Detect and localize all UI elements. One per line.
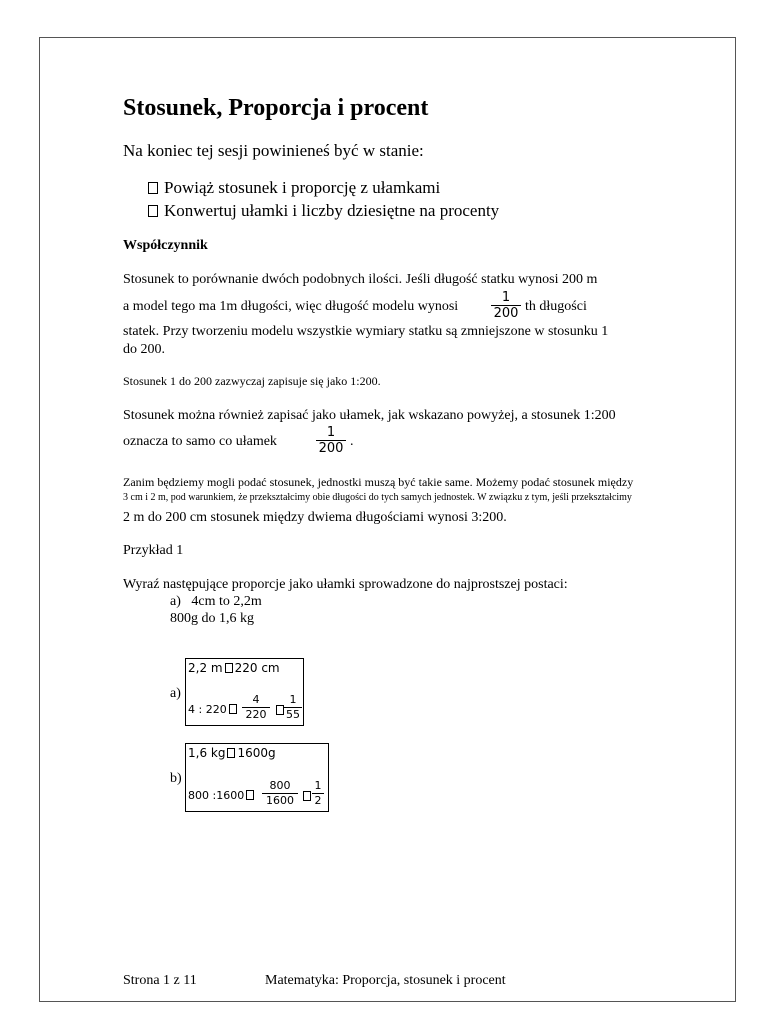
footer-page-number: Strona 1 z 11 (123, 973, 197, 988)
footer-subject: Matematyka: Proporcja, stosunek i procent (265, 973, 506, 988)
fraction-denominator: 200 (316, 440, 346, 456)
fraction (262, 779, 298, 808)
solution-a-box (185, 658, 304, 726)
paragraph-end: . (350, 434, 354, 449)
paragraph-line: oznacza to samo co ułamek (123, 434, 277, 449)
fraction (312, 779, 324, 808)
solution-b-ratio: 800 :1600 (188, 789, 245, 802)
equals-placeholder-icon (229, 704, 237, 714)
paragraph-line: Stosunek to porównanie dwóch podobnych ilości. Jeśli długość statku wynosi 200 m (123, 272, 598, 287)
paragraph-line: 2 m do 200 cm stosunek między dwiema długościami wynosi 3:200. (123, 510, 507, 525)
paragraph-line: do 200. (123, 342, 165, 357)
example-item-a (170, 594, 262, 610)
fraction-denominator: 1600 (262, 793, 298, 808)
fraction (491, 290, 521, 321)
objective-text: Konwertuj ułamki i liczby dziesiętne na procenty (164, 201, 500, 220)
intro-text: Na koniec tej sesji powinieneś być w stanie: (123, 141, 424, 160)
paragraph-line: Stosunek 1 do 200 zazwyczaj zapisuje się jako 1:200. (123, 374, 381, 388)
solution-b-box (185, 743, 329, 812)
example-item-a-text: 4cm to 2,2m (191, 594, 262, 609)
paragraph-line: statek. Przy tworzeniu modelu wszystkie wymiary statku są zmniejszone w stosunku 1 (123, 324, 609, 339)
page-title: Stosunek, Proporcja i procent (123, 95, 429, 121)
objective-text: Powiąż stosunek i proporcję z ułamkami (164, 178, 441, 197)
fraction-numerator: 1 (289, 693, 297, 706)
section-heading: Współczynnik (123, 238, 208, 253)
fraction-numerator: 1 (326, 425, 336, 440)
fraction-denominator: 2 (312, 793, 324, 808)
equals-placeholder-icon (227, 748, 235, 758)
fraction-numerator: 800 (269, 779, 291, 792)
solution-a-ratio: 4 : 220 (188, 703, 227, 716)
example-instruction: Wyraź następujące proporcje jako ułamki sprowadzone do najprostszej postaci: (123, 577, 568, 592)
fraction-denominator: 220 (242, 707, 270, 722)
solution-a-line2 (188, 703, 239, 716)
solution-a-line1-left: 2,2 m (188, 661, 223, 675)
solution-a-line1-right: 220 cm (234, 661, 280, 675)
checkbox-placeholder-icon (148, 182, 158, 194)
solution-b-line2 (188, 789, 256, 802)
paragraph-line: th długości (525, 299, 587, 314)
checkbox-placeholder-icon (148, 205, 158, 217)
paragraph-line: 3 cm i 2 m, pod warunkiem, że przekształcimy obie długości do tych samych jednostek. W związku z tym, jeśli przekształcimy (123, 492, 632, 503)
paragraph-line: Zanim będziemy mogli podać stosunek, jednostki muszą być takie same. Możemy podać stosunek między (123, 475, 634, 489)
fraction-denominator: 55 (286, 708, 300, 721)
fraction-denominator: 200 (491, 305, 521, 321)
fraction (316, 425, 346, 456)
solution-b-label: b) (170, 771, 182, 786)
solution-a-label: a) (170, 686, 181, 701)
fraction-numerator: 1 (314, 779, 322, 792)
paragraph-line: Stosunek można również zapisać jako ułamek, jak wskazano powyżej, a stosunek 1:200 (123, 408, 616, 423)
solution-b-line1-right: 1600g (237, 746, 276, 760)
solution-b-line1 (188, 746, 276, 760)
paragraph-line: a model tego ma 1m długości, więc długość modelu wynosi (123, 299, 459, 314)
fraction-numerator: 1 (501, 290, 511, 305)
example-item-b: 800g do 1,6 kg (170, 611, 254, 626)
fraction (242, 693, 270, 722)
objective-item (148, 201, 499, 221)
equals-placeholder-icon (246, 790, 254, 800)
equals-placeholder-icon (303, 791, 311, 801)
fraction-numerator: 4 (252, 693, 260, 706)
solution-b-line1-left: 1,6 kg (188, 746, 226, 760)
equals-placeholder-icon (225, 663, 233, 673)
equals-placeholder-icon (276, 705, 284, 715)
example-heading: Przykład 1 (123, 543, 184, 558)
example-item-a-label: a) (170, 594, 181, 609)
fraction (284, 693, 302, 722)
objective-item (148, 178, 440, 198)
solution-a-line1 (188, 661, 280, 675)
